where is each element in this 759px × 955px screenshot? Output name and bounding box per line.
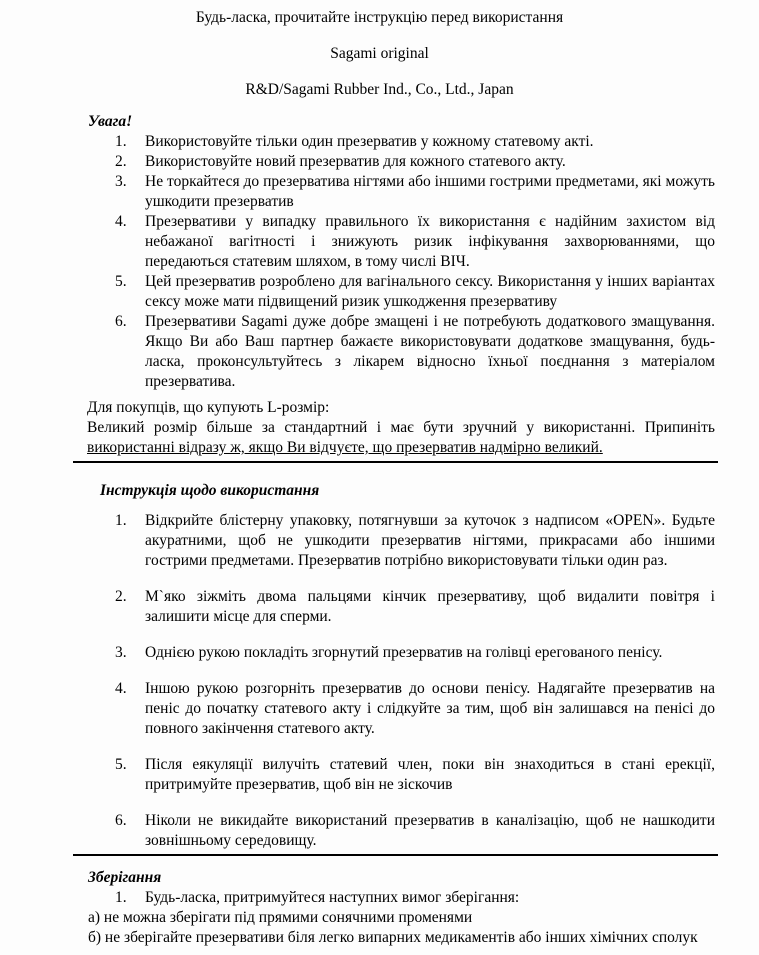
- storage-sub-item-a: а) не можна зберігати під прямими сонячними променями: [88, 909, 473, 926]
- instruction-item: Ніколи не викидайте використаний презерватив в каналізацію, щоб не нашкодити зовнішньому середовищу.: [145, 812, 715, 849]
- storage-item: Будь-ласка, притримуйтеся наступних вимог зберігання:: [145, 889, 520, 906]
- storage-heading: Зберігання: [88, 869, 162, 886]
- l-size-text: Великий розмір більше за стандартний і має бути зручний у використанні. Припиніть: [87, 419, 715, 436]
- storage-list: [0, 888, 759, 908]
- brand-name: Sagami original: [330, 45, 429, 62]
- l-size-note: [87, 398, 715, 458]
- storage-sub-item-b: б) не зберігайте презервативи біля легко випарних медикаментів або інших хімічних сполук: [88, 929, 698, 946]
- warning-item: Використовуйте тільки один презерватив у кожному статевому акті.: [145, 133, 594, 150]
- warning-item: Презервативи Sagami дуже добре змащені і не потребують додаткового змащування. Якщо Ви або Ваш партнер бажаєте використовувати додаткове змащування, будь-ласка, проконсультуйтесь з лікарем відносно їхньої поєднання з матеріалом презерватива.: [145, 313, 715, 390]
- warning-item: Не торкайтеся до презерватива нігтями або іншими гострими предметами, які можуть ушкодити презерватив: [145, 173, 715, 210]
- instruction-item: М`яко зіжміть двома пальцями кінчик презервативу, щоб видалити повітря і залишити місце для сперми.: [145, 588, 715, 625]
- page-title: Будь-ласка, прочитайте інструкцію перед використання: [195, 9, 564, 26]
- l-size-intro: Для покупців, що купують L-розмір:: [87, 399, 330, 416]
- warning-item: Цей презерватив розроблено для вагінального сексу. Використання у інших варіантах сексу може мати підвищений ризик ушкодження презервативу: [145, 273, 715, 310]
- section-divider: [73, 461, 718, 463]
- section-divider: [73, 854, 718, 856]
- warning-item: Використовуйте новий презерватив для кожного статевого акту.: [145, 153, 566, 170]
- warning-item: Презервативи у випадку правильного їх використання є надійним захистом від небажаної вагітності і знижують ризик інфікування захворюваннями, що передаються статевим шляхом, в тому числі ВІЧ.: [145, 213, 715, 270]
- manufacturer-line: R&D/Sagami Rubber Ind., Co., Ltd., Japan: [245, 81, 514, 98]
- warning-heading: Увага!: [88, 113, 133, 130]
- instructions-list: [0, 511, 759, 851]
- instruction-item: Однією рукою покладіть згорнутий презерватив на голівці ерегованого пенісу.: [145, 644, 663, 661]
- l-size-underlined-warning: використанні відразу ж, якщо Ви відчуєте, що презерватив надмірно великий.: [87, 439, 603, 456]
- instruction-item: Відкрийте блістерну упаковку, потягнувши за куточок з надписом «OPEN». Будьте акуратними, щоб не ушкодити презерватив нігтями, прикрасами або іншими гострими предметами. Презерватив потрібно використовувати тільки один раз.: [145, 512, 715, 569]
- instructions-heading: Інструкція щодо використання: [100, 482, 320, 499]
- instruction-item: Після еякуляції вилучіть статевий член, поки він знаходиться в стані ерекції, притримуйте презерватив, щоб він не зіскочив: [145, 756, 715, 793]
- instruction-item: Іншою рукою розгорніть презерватив до основи пенісу. Надягайте презерватив на пеніс до початку статевого акту і слідкуйте за тим, щоб він залишався на пенісі до повного закінчення статевого акту.: [145, 680, 715, 737]
- warning-list: [0, 132, 759, 392]
